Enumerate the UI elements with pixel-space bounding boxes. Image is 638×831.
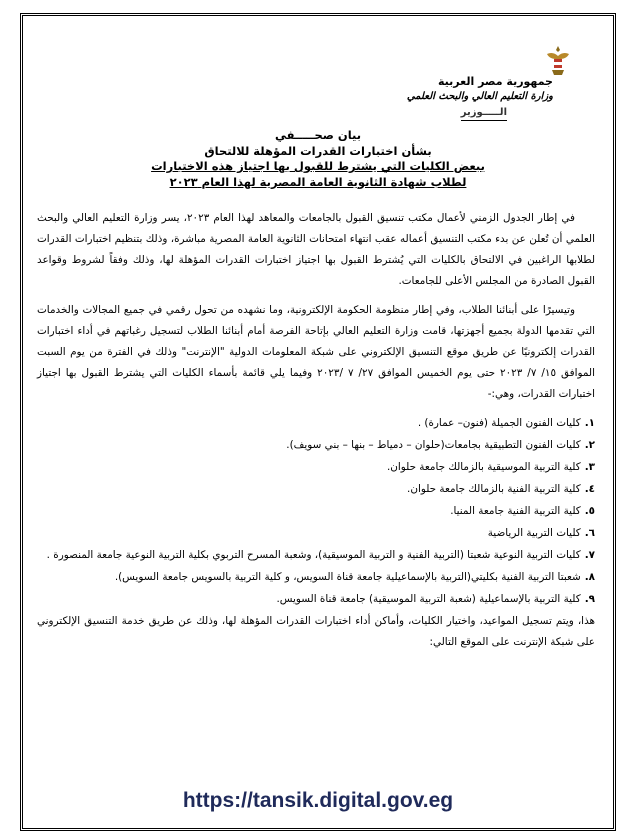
paragraph-registration: وتيسيرًا على أبنائنا الطلاب، وفي إطار منظومة الحكومة الإلكترونية، وما نشهده من تحول رقمي في جميع المجالات والخدمات التي تقدمها الدولة بجميع أجهزتها، قامت وزارة التعليم العالي بإتاحة الفرصة أمام أبنائنا الطلاب لتسجيل رغباتهم في أداء اختبارات القدرات إلكترونيًا عن طريق موقع التنسيق الإلكتروني على شبكة المعلومات الدولية "الإنترنت" وذلك في الفترة من يوم السبت الموافق ١٥/ ٧/ ٢٠٢٣ حتى يوم الخميس الموافق ٢٧/ ٧ /٢٠٢٣ وفيما يلي قائمة بأسماء الكليات التي يشترط القبول بها اجتياز اختبارات القدرات، وهي:- [37, 304, 595, 400]
page-border [20, 13, 616, 831]
document-text [37, 208, 595, 653]
office-name: الـــــوزير [461, 105, 507, 121]
letterhead [407, 74, 553, 121]
list-item: ٥.كلية التربية الفنية جامعة المنيا. [450, 505, 595, 517]
colleges-list [37, 413, 595, 610]
list-item: ٤.كلية التربية الفنية بالزمالك جامعة حلوان. [407, 483, 595, 495]
subject-title: بشأن اختبارات القدرات المؤهلة للالتحاق [204, 143, 432, 158]
paragraph-intro: في إطار الجدول الزمني لأعمال مكتب تنسيق القبول بالجامعات والمعاهد لهذا العام ٢٠٢٣، يسر وزارة التعليم العالي والبحث العلمي أن تُعلن عن بدء مكتب التنسيق أعماله عقب انتهاء امتحانات الثانوية العامة المصرية مباشرة، وذلك بتنظيم اختبارات القدرات لطلابها الراغبين في الالتحاق بالكليات التي يُشترط القبول بها اجتياز اختبارات القدرات المؤهلة لها، وذلك وفقاً لشروط وقواعد القبول الصادرة من المجلس الأعلى للجامعات. [37, 212, 595, 287]
list-item: ١.كليات الفنون الجميلة (فنون– عمارة) . [417, 417, 595, 429]
list-item: ٩.كلية التربية بالإسماعيلية (شعبة التربية الموسيقية) جامعة قناة السويس. [276, 593, 595, 605]
list-item: ٦.كليات التربية الرياضية [487, 527, 595, 539]
ministry-name: وزارة التعليم العالي والبحث العلمي [406, 91, 553, 102]
document-body [23, 16, 613, 828]
students-title: لطلاب شهادة الثانوية العامة المصرية لهذا العام ٢٠٢٣ [169, 174, 467, 189]
colleges-title: ببعض الكليات التي يشترط للقبول بها اجتياز هذه الاختبارات [151, 159, 485, 173]
list-item: ٢.كليات الفنون التطبيقية بجامعات(حلوان – دمياط – بنها – بني سويف). [286, 439, 595, 451]
list-item: ٣.كلية التربية الموسيقية بالزمالك جامعة حلوان. [386, 461, 595, 473]
eagle-emblem-icon [545, 44, 571, 78]
republic-name: جمهورية مصر العربية [438, 75, 553, 88]
website-link[interactable]: https://tansik.digital.gov.eg [182, 789, 454, 812]
list-item: ٨.شعبتا التربية الفنية بكليتي(التربية بالإسماعيلية جامعة قناة السويس، و كلية التربية بالسويس جامعة السويس). [114, 571, 595, 583]
list-item: ٧.كليات التربية النوعية شعبتا (التربية الفنية و التربية الموسيقية)، وشعبة المسرح التربوي بكلية التربية النوعية جامعة المنصورة . [46, 549, 595, 561]
announcement-title: بيان صحـــــفي [274, 128, 362, 142]
document-titles [23, 128, 613, 190]
closing-paragraph: هذا، ويتم تسجيل المواعيد، واختيار الكليات، وأماكن أداء اختبارات القدرات المؤهلة لها، وذلك عن طريق خدمة التنسيق الإلكتروني على شبكة الإنترنت على الموقع التالي: [37, 615, 595, 648]
